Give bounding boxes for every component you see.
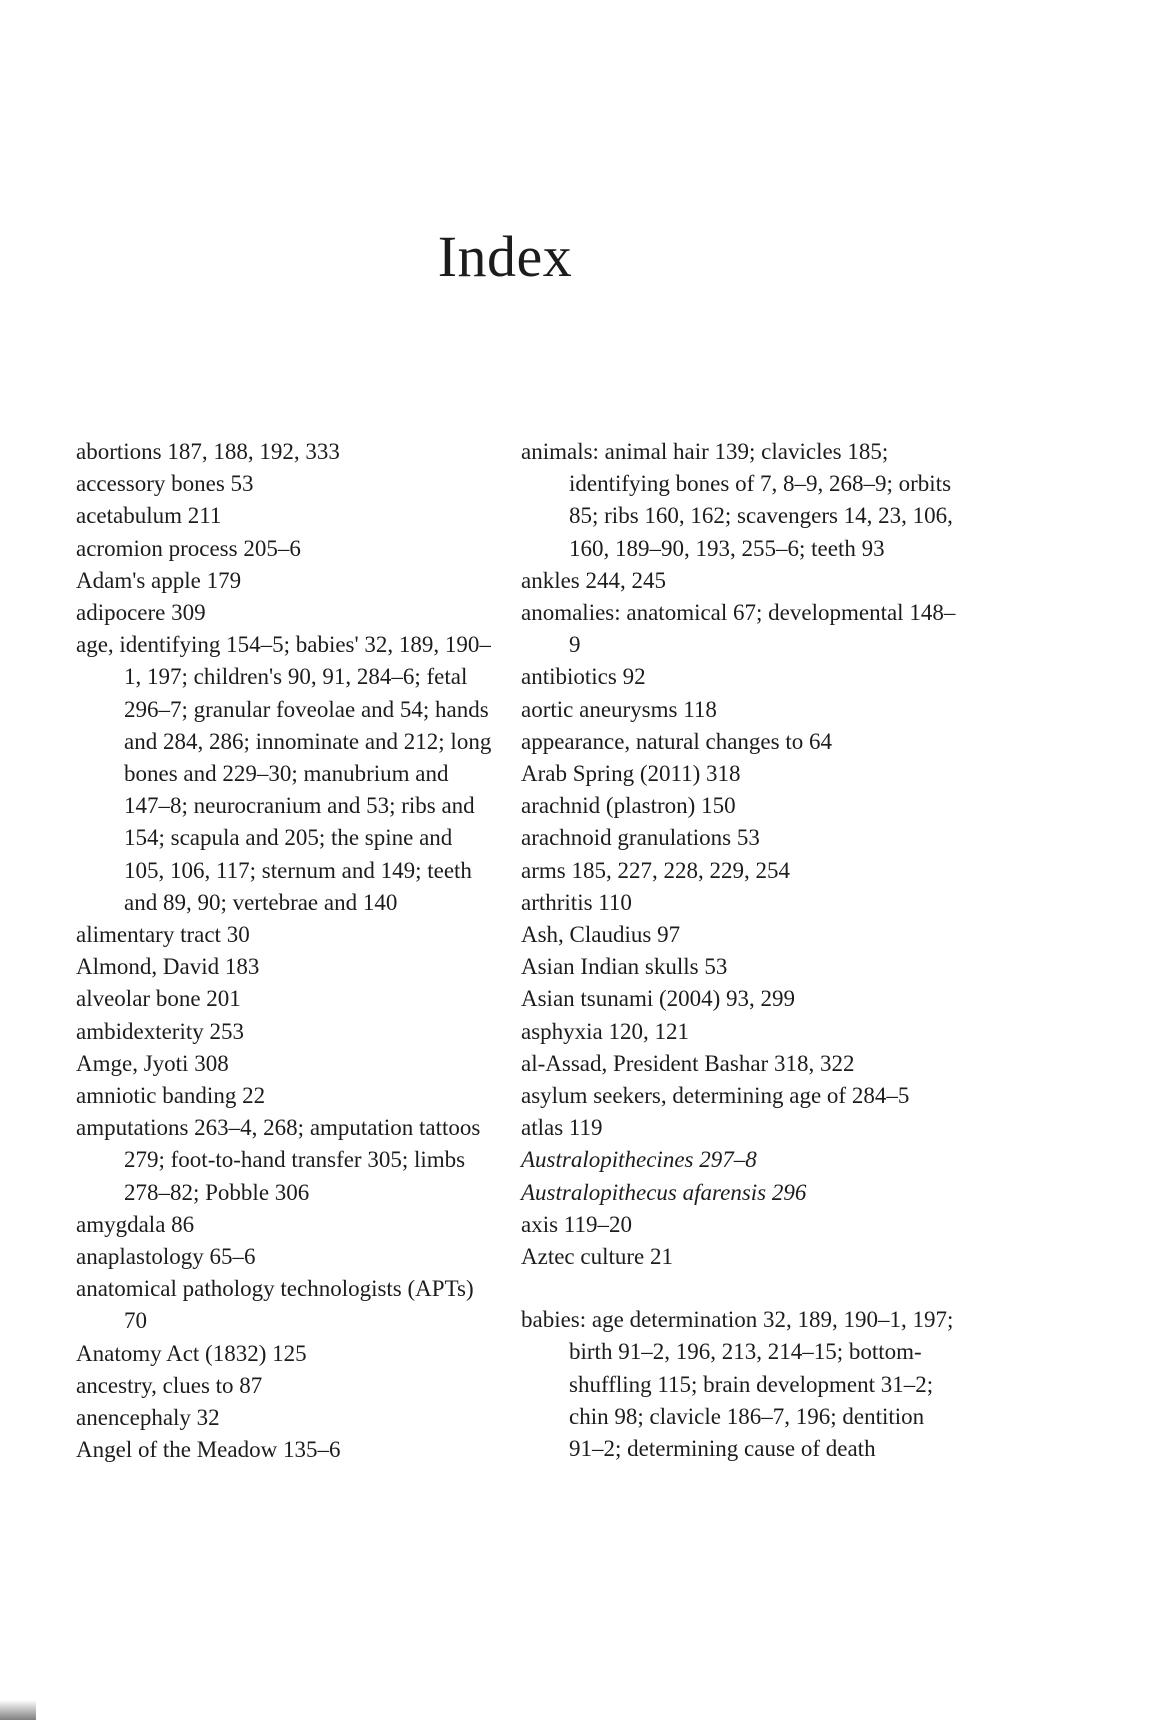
index-entry: arms 185, 227, 228, 229, 254	[521, 857, 790, 883]
index-entry: al-Assad, President Bashar 318, 322	[521, 1050, 855, 1076]
index-entry: appearance, natural changes to 64	[521, 728, 832, 754]
index-entry: aortic aneurysms 118	[521, 696, 717, 722]
index-entry: acetabulum 211	[76, 503, 222, 529]
index-entry: amygdala 86	[76, 1211, 195, 1237]
index-entry: alimentary tract 30	[76, 922, 250, 948]
index-entry: Adam's apple 179	[76, 567, 242, 593]
index-entry: animals: animal hair 139; clavicles 185; identifying bones of 7, 8–9, 268–9; orbits 85; ribs 160, 162; scavengers 14, 23, 106, 160, 189–90, 193, 255–6; teeth 93	[521, 439, 953, 561]
index-entry: Almond, David 183	[76, 954, 260, 980]
index-entry: Amge, Jyoti 308	[76, 1050, 229, 1076]
index-entry: ancestry, clues to 87	[76, 1372, 263, 1398]
index-entry: alveolar bone 201	[76, 986, 241, 1012]
index-entry: ankles 244, 245	[521, 567, 667, 593]
index-entry: Ash, Claudius 97	[521, 922, 681, 948]
index-entry: arachnid (plastron) 150	[521, 793, 736, 819]
index-entry: amputations 263–4, 268; amputation tattoos 279; foot-to-hand transfer 305; limbs 278–82; Pobble 306	[76, 1115, 481, 1205]
index-entry: Asian Indian skulls 53	[521, 954, 728, 980]
index-entry: ambidexterity 253	[76, 1018, 244, 1044]
index-entry: arthritis 110	[521, 889, 632, 915]
page-edge-shadow	[0, 1700, 36, 1720]
index-entry: babies: age determination 32, 189, 190–1, 197; birth 91–2, 196, 213, 214–15; bottom-shuffling 115; brain development 31–2; chin 98; clavicle 186–7, 196; dentition 91–2; determining cause of death	[521, 1307, 954, 1462]
index-entry: asylum seekers, determining age of 284–5	[521, 1083, 910, 1109]
index-entry: Asian tsunami (2004) 93, 299	[521, 986, 796, 1012]
index-entry: atlas 119	[521, 1115, 603, 1141]
index-entry: acromion process 205–6	[76, 535, 301, 561]
index-entry: abortions 187, 188, 192, 333	[76, 439, 340, 464]
index-column-right	[521, 436, 961, 1465]
index-entry: amniotic banding 22	[76, 1083, 266, 1109]
index-entry: anatomical pathology technologists (APTs) 70	[76, 1276, 474, 1334]
index-entry: Australopithecus afarensis 296	[521, 1179, 807, 1205]
index-entry: accessory bones 53	[76, 471, 254, 497]
page-title: Index	[437, 224, 573, 289]
index-entry: Aztec culture 21	[521, 1244, 673, 1270]
index-entry: asphyxia 120, 121	[521, 1018, 690, 1044]
index-entry: Angel of the Meadow 135–6	[76, 1437, 341, 1463]
index-entry: Arab Spring (2011) 318	[521, 761, 741, 787]
index-entry: antibiotics 92	[521, 664, 646, 690]
index-entry: Anatomy Act (1832) 125	[76, 1340, 307, 1366]
index-entry: anaplastology 65–6	[76, 1244, 256, 1270]
index-column-left	[76, 436, 496, 1467]
index-entry: Australopithecines 297–8	[521, 1147, 757, 1173]
index-entry: anomalies: anatomical 67; developmental 148–9	[521, 600, 956, 658]
index-entry: axis 119–20	[521, 1211, 632, 1237]
index-entry: age, identifying 154–5; babies' 32, 189, 190–1, 197; children's 90, 91, 284–6; fetal 296–7; granular foveolae and 54; hands and 284, 286; innominate and 212; long bones and 229–30; manubrium and 147–8; neurocranium and 53; ribs and 154; scapula and 205; the spine and 105, 106, 117; sternum and 149; teeth and 89, 90; vertebrae and 140	[76, 632, 492, 915]
index-entry: adipocere 309	[76, 600, 206, 626]
index-entry: anencephaly 32	[76, 1405, 220, 1431]
index-entry: arachnoid granulations 53	[521, 825, 760, 851]
